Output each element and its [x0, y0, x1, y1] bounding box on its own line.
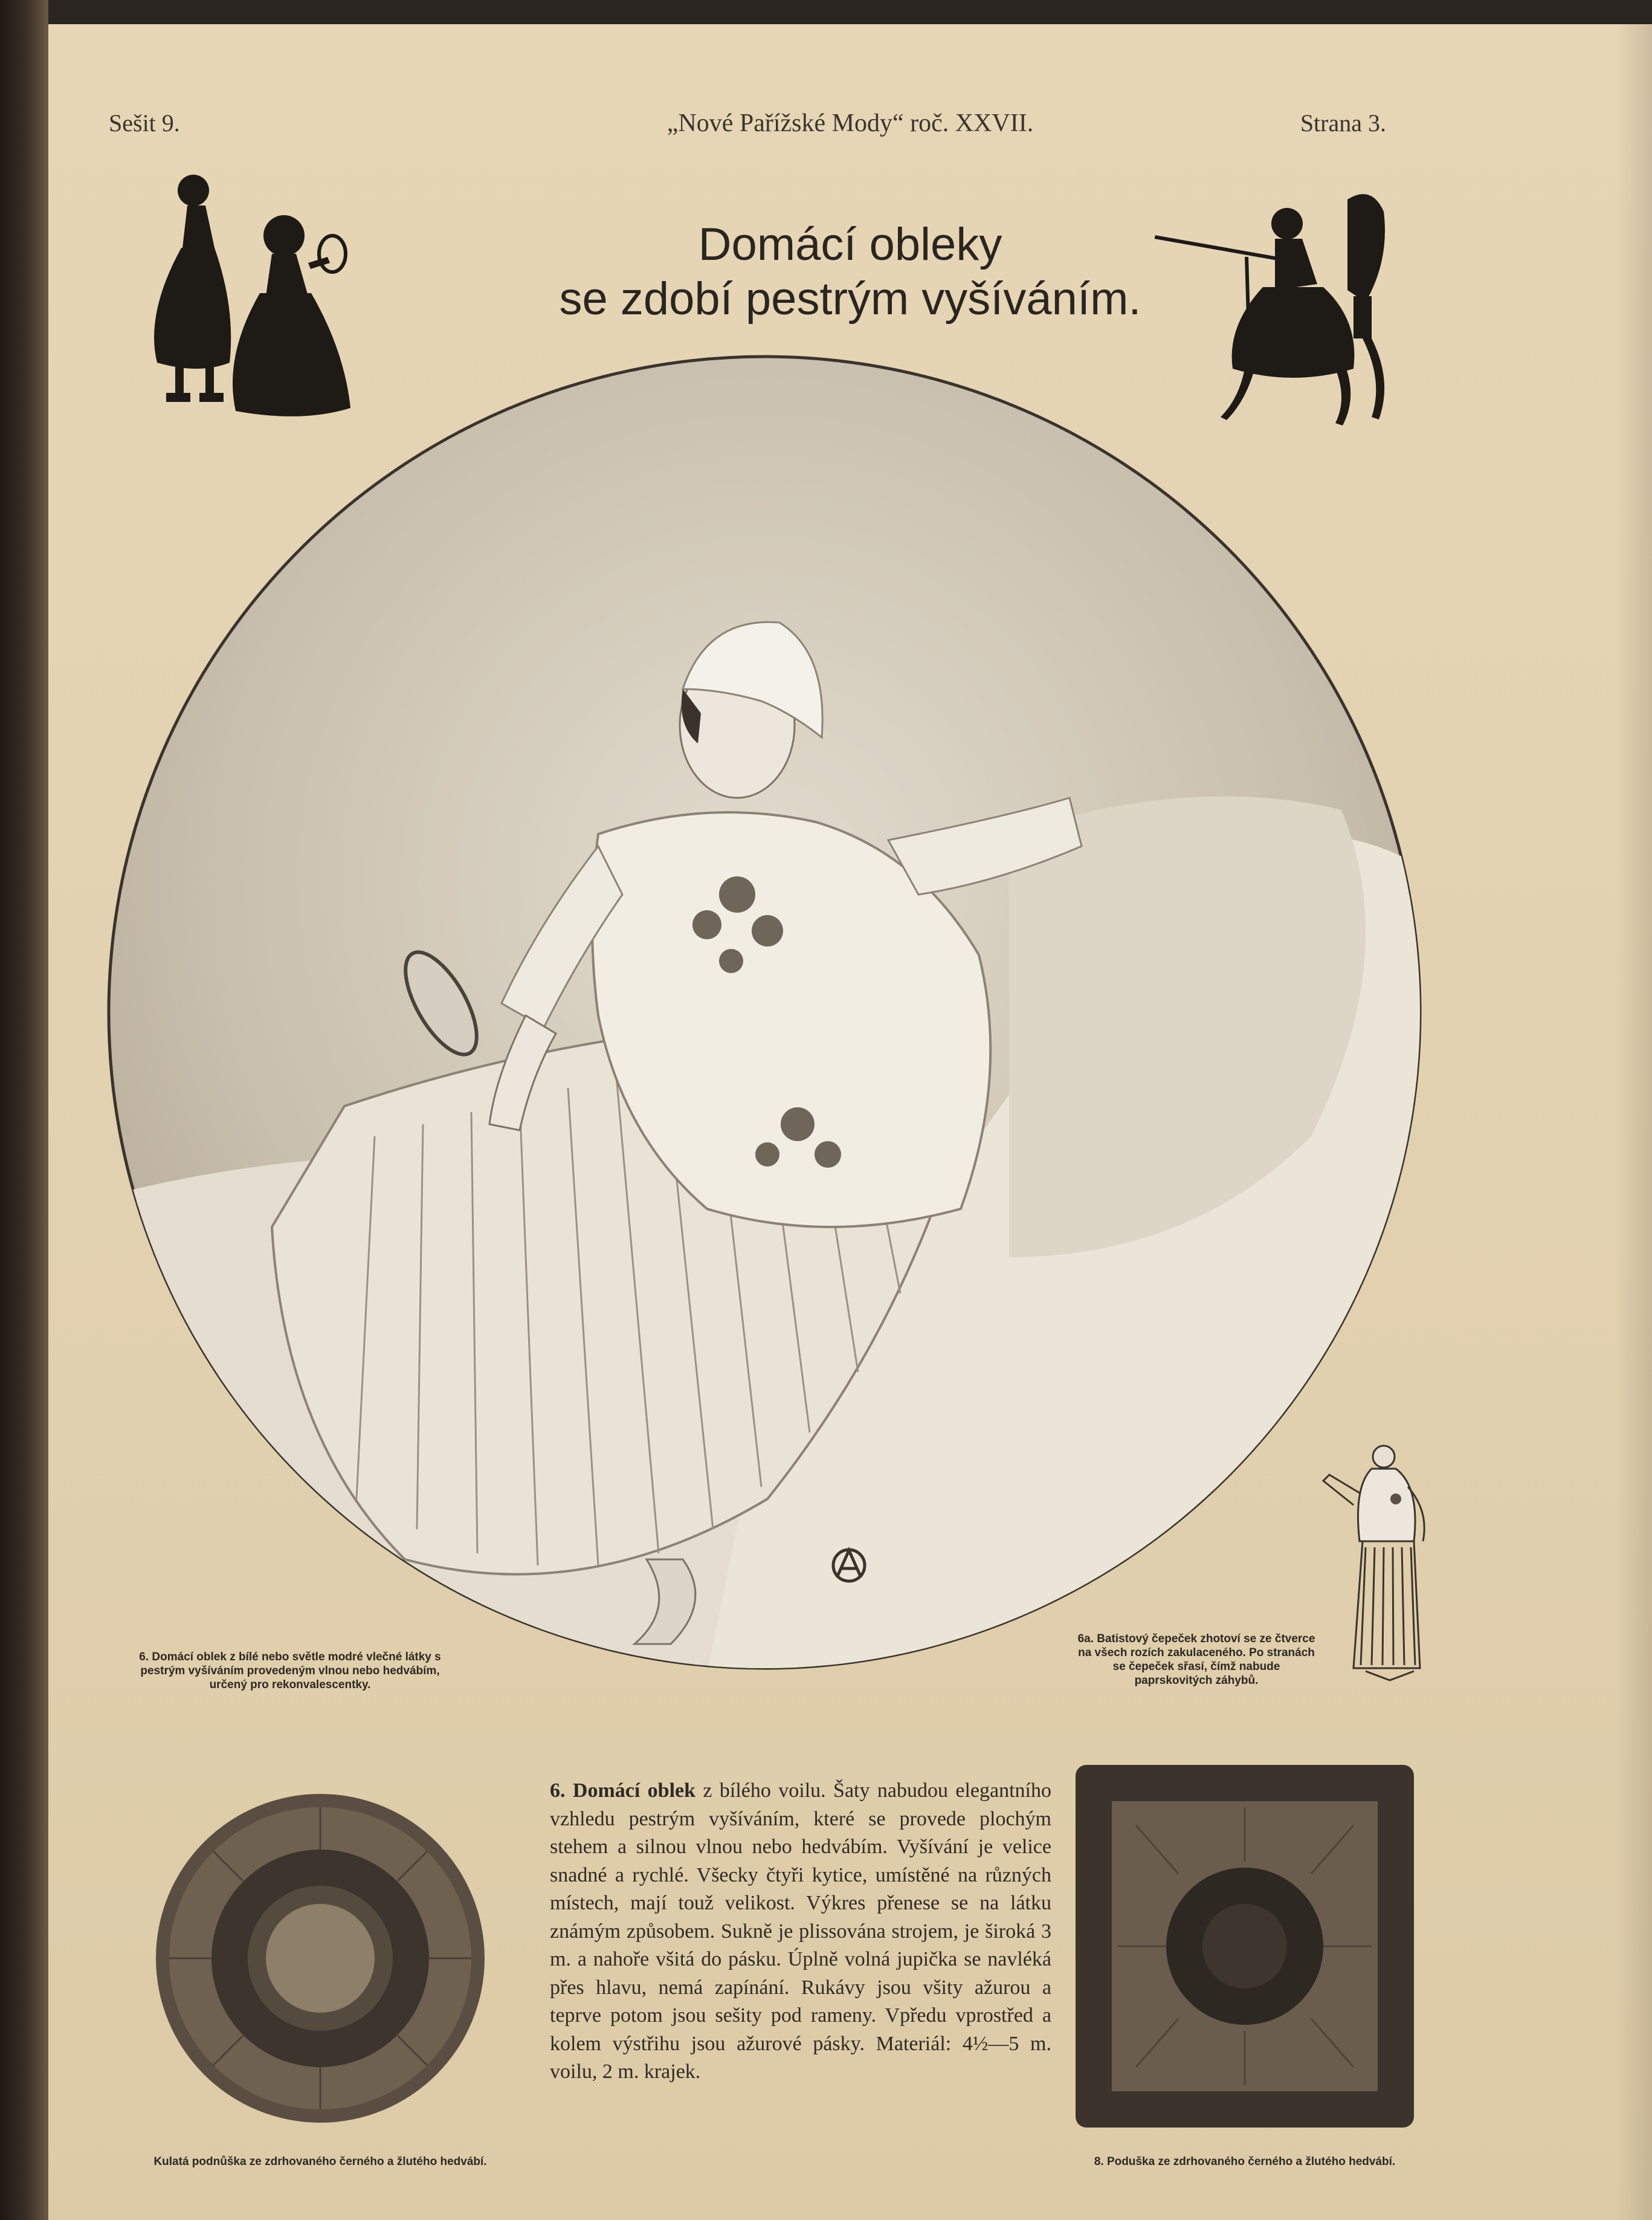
- main-illustration-medallion: [103, 351, 1462, 1674]
- round-cushion-illustration: [151, 1789, 489, 2128]
- caption-fig-6: 6. Domácí oblek z bílé nebo světle modré vlečné látky s pestrým vyšíváním provedeným vlnou nebo hedvábím, určený pro rekonvalescentky.: [139, 1651, 441, 1691]
- page-edge-shadow: [1616, 24, 1652, 2220]
- issue-number: Sešit 9.: [109, 109, 180, 137]
- article-body: [550, 1777, 1051, 2086]
- book-binding: [0, 0, 48, 2220]
- figure-6a-illustration: [1317, 1438, 1462, 1698]
- magazine-title: „Nové Pařížské Mody“ roč. XXVII.: [666, 109, 1034, 137]
- headline-line-1: Domácí obleky: [698, 219, 1002, 270]
- article-text: z bílého voilu. Šaty nabudou elegantního vzhledu pestrým vyšíváním, které se provede plochým stehem a silnou vlnou nebo hedvábím. Vyšívání je velice snadné a rychlé. Všecky čtyři kytice, umístěné na různých místech, mají touž velikost. Výkres přenese se na látku známým způsobem. Sukně je plissována strojem, je široká 3 m. a nahoře všitá do pásku. Úplně volná jupička se navléká přes hlavu, nemá zapínání. Rukávy jsou všity ažurou a teprve potom jsou sešity pod rameny. Vpředu vprostřed a kolem výstřihu jsou ažurové pásky. Materiál: 4½—5 m. voilu, 2 m. krajek.: [550, 1779, 1051, 2083]
- caption-fig-8: 8. Poduška ze zdrhovaného černého a žlutého hedvábí.: [1094, 2155, 1396, 2168]
- caption-round-cushion: Kulatá podnůška ze zdrhovaného černého a žlutého hedvábí.: [153, 2155, 487, 2168]
- caption-fig-6a: 6a. Batistový čepeček zhotoví se ze čtverce na všech rozích zakulaceného. Po stranách se čepeček sřasí, čímž nabude paprskovitých záhybů.: [1077, 1633, 1315, 1687]
- headline-line-2: se zdobí pestrým vyšíváním.: [559, 273, 1141, 325]
- article-lead: 6. Domácí oblek: [550, 1779, 696, 1802]
- square-cushion-illustration: [1070, 1759, 1420, 2134]
- page-number: Strana 3.: [1300, 109, 1386, 137]
- magazine-page: [48, 24, 1652, 2220]
